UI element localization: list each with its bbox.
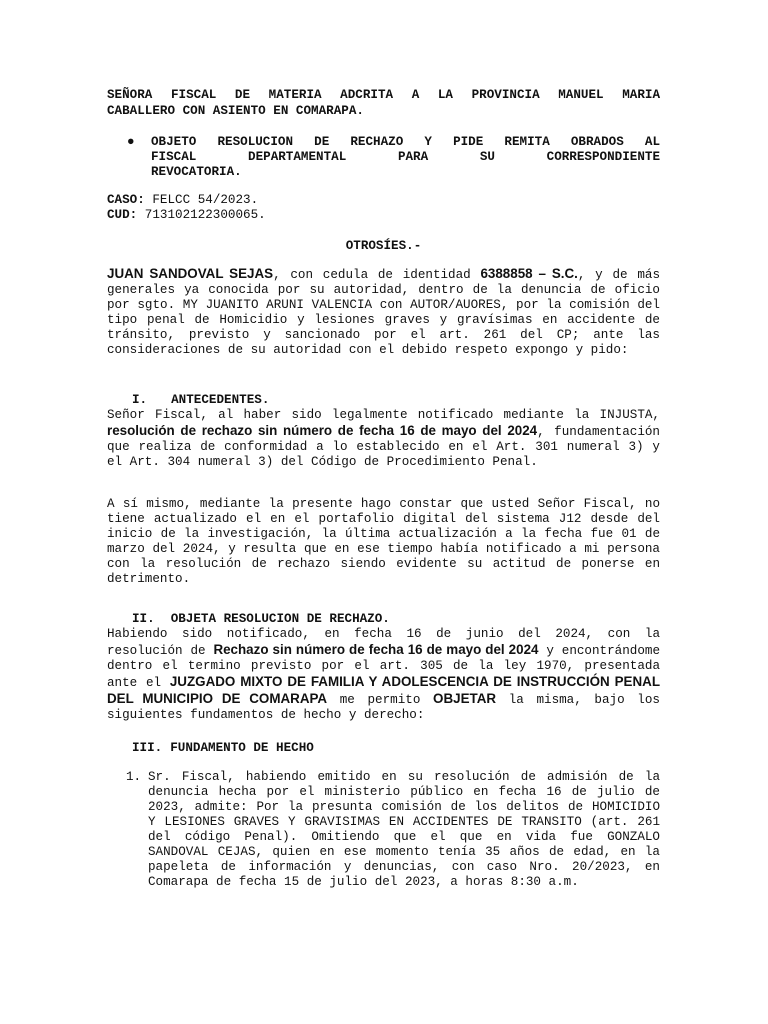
list-item	[126, 770, 660, 890]
section-1-numeral: I.	[132, 393, 148, 407]
objeta-paragraph: Habiendo sido notificado, en fecha 16 de junio del 2024, con la resolución de Rechazo sin número de fecha 16 de mayo del 2024 y encontrándome dentro el termino previsto por el art. 305 de la ley 1970, presentada ante el JUZGADO MIXTO DE FAMILIA Y ADOLESCENCIA DE INSTRUCCIÓN PENAL DEL MUNICIPIO DE COMARAPA me permito OBJETAR la misma, bajo los siguientes fundamentos de hecho y derecho:	[107, 627, 661, 722]
objeto-bullet	[127, 135, 660, 180]
section-3-title: FUNDAMENTO DE HECHO	[170, 741, 314, 755]
caso-label: CASO:	[107, 193, 145, 207]
section-2-title: OBJETA RESOLUCION DE RECHAZO.	[170, 612, 390, 626]
list-item-text: Sr. Fiscal, habiendo emitido en su resolución de admisión de la denuncia hecha por el ministerio público en fecha 16 de julio de 2023, admite: Por la presunta comisión de los delitos de HOMICIDIO Y LESIONES GRAVES Y GRAVISIMAS EN ACCIDENTES DE TRANSITO (art. 261 del código Penal). Omitiendo que el que en vida fue GONZALO SANDOVAL CEJAS, quien en ese momento tenía 35 años de edad, en la papeleta de información y denuncias, con caso Nro. 20/2023, en Comarapa de fecha 15 de julio del 2023, a horas 8:30 a.m.	[148, 770, 660, 889]
addressee-line-2: CABALLERO CON ASIENTO EN COMARAPA.	[107, 104, 364, 118]
cud-line	[107, 208, 660, 223]
section-1-heading	[107, 393, 660, 408]
list-item-number: 1.	[126, 770, 142, 784]
section-3-numeral: III.	[132, 741, 163, 755]
caso-line	[107, 193, 660, 208]
addressee-heading	[107, 88, 660, 103]
intro-paragraph: JUAN SANDOVAL SEJAS, con cedula de identidad 6388858 – S.C., y de más generales ya conocida por su autoridad, dentro de la denuncia de oficio por sgto. MY JUANITO ARUNI VALENCIA con AUTOR/AUORES, por la comisión del tipo penal de Homicidio y lesiones graves y gravísimas en accidente de tránsito, previsto y sancionado por el art. 261 del CP; ante las consideraciones de su autoridad con el debido respeto expongo y pido:	[107, 266, 661, 357]
antecedentes-paragraph-1: Señor Fiscal, al haber sido legalmente notificado mediante la INJUSTA, resolución de rechazo sin número de fecha 16 de mayo del 2024, fundamentación que realiza de conformidad a lo establecido en el Art. 301 numeral 3) y el Art. 304 numeral 3) del Código de Procedimiento Penal.	[107, 408, 660, 469]
petitioner-name: JUAN SANDOVAL SEJAS	[107, 266, 274, 281]
objeto-line-3: REVOCATORIA.	[151, 165, 242, 179]
section-2-heading	[107, 612, 660, 627]
cud-label: CUD:	[107, 208, 138, 222]
caso-value: FELCC 54/2023.	[144, 193, 259, 207]
cud-value: 713102122300065.	[137, 208, 266, 222]
bullet-icon: ●	[127, 135, 135, 149]
objeto-line-2: FISCAL DEPARTAMENTAL PARA SU CORRESPONDIENTE	[151, 150, 660, 164]
objeto-line-1: OBJETO RESOLUCION DE RECHAZO Y PIDE REMITA OBRADOS AL	[151, 135, 660, 149]
section-2-numeral: II.	[132, 612, 155, 626]
addressee-heading-2	[107, 104, 660, 119]
antecedentes-paragraph-2: A sí mismo, mediante la presente hago constar que usted Señor Fiscal, no tiene actualizado el en el portafolio digital del sistema J12 desde del inicio de la investigación, la última actualización a la fecha fue 01 de marzo del 2024, y resulta que en ese tiempo había notificado a mi persona con la resolución de rechazo siendo evidente su actitud de ponerse en detrimento.	[107, 497, 660, 586]
section-1-title: ANTECEDENTES.	[171, 393, 270, 407]
otrosies-heading	[107, 239, 660, 254]
addressee-line-1: SEÑORA FISCAL DE MATERIA ADCRITA A LA PROVINCIA MANUEL MARIA	[107, 88, 660, 102]
section-3-heading	[107, 741, 660, 756]
identity-number: 6388858 – S.C.	[480, 266, 578, 281]
otrosies-title: OTROSÍES.-	[345, 239, 422, 253]
